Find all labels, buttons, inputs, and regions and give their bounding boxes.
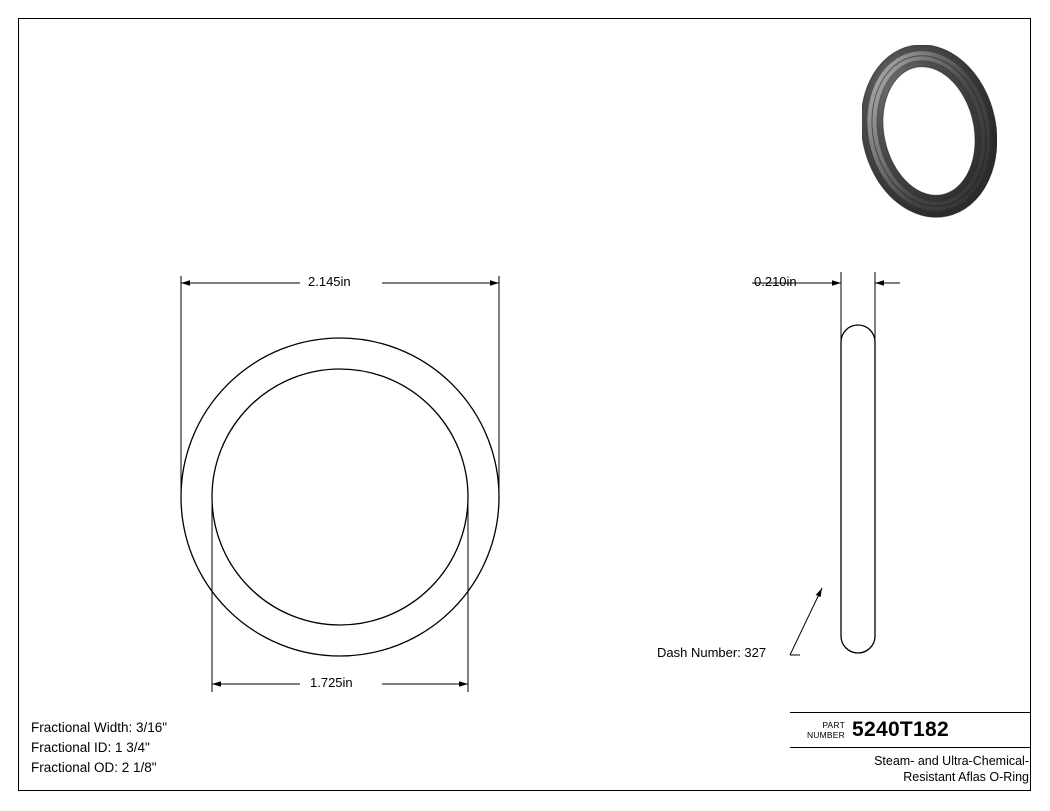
part-number-label-line1: PART <box>822 720 845 730</box>
od-dimension-label: 2.145in <box>308 274 351 289</box>
id-dimension-label: 1.725in <box>310 675 353 690</box>
side-view-cross-section <box>841 325 875 653</box>
part-number-label-line2: NUMBER <box>806 730 845 740</box>
part-description-line1: Steam- and Ultra-Chemical- <box>874 754 1029 768</box>
part-description-line2: Resistant Aflas O-Ring <box>903 770 1029 784</box>
oring-product-photo <box>862 45 997 220</box>
dash-number-leader <box>790 588 822 655</box>
front-view-oring <box>181 338 499 656</box>
spec-fractional-od: Fractional OD: 2 1/8" <box>31 760 157 775</box>
spec-fractional-id: Fractional ID: 1 3/4" <box>31 740 150 755</box>
part-description <box>790 748 1031 785</box>
spec-fractional-width: Fractional Width: 3/16" <box>31 720 168 735</box>
part-number-value: 5240T182 <box>852 718 949 741</box>
od-dimension <box>181 276 499 500</box>
specification-list <box>31 718 167 778</box>
part-number-label <box>790 720 852 740</box>
id-dimension <box>212 500 468 692</box>
title-block-part-row <box>790 713 1031 748</box>
dash-number-label: Dash Number: 327 <box>657 645 767 660</box>
width-dimension-label: 0.210in <box>754 274 797 289</box>
title-block <box>790 712 1031 791</box>
